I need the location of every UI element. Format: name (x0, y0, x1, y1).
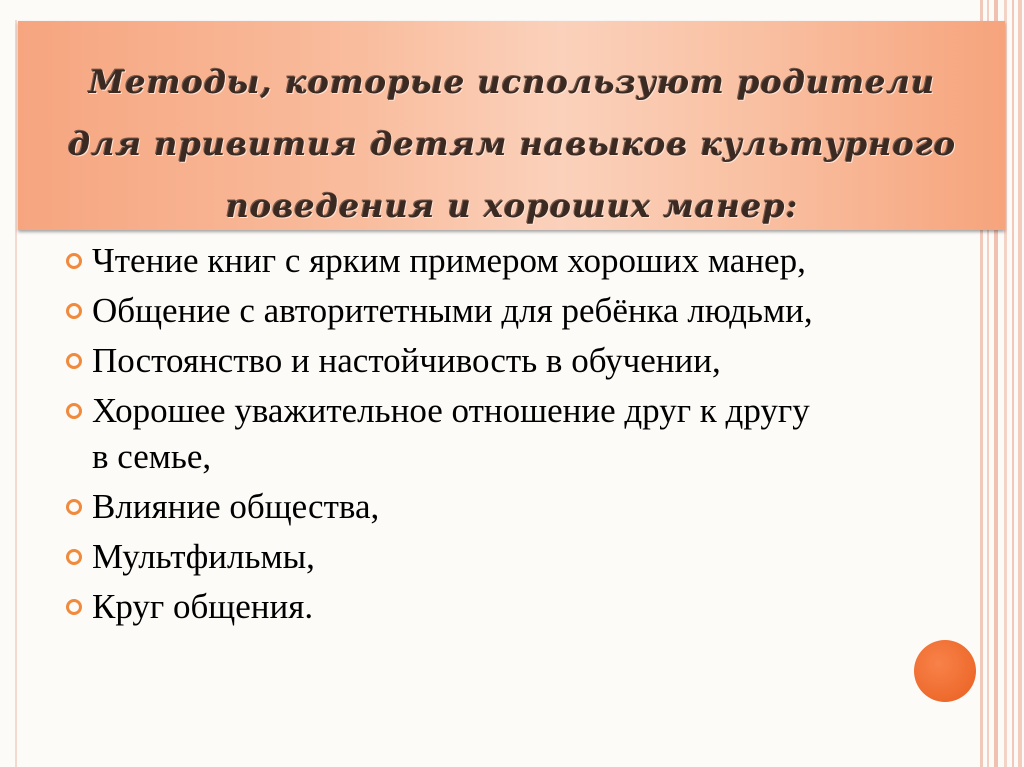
list-item (62, 484, 822, 530)
list-item (62, 338, 822, 384)
list-item (62, 584, 822, 630)
bullet-ring-icon (66, 599, 82, 615)
list-item (62, 534, 822, 580)
bullet-ring-icon (66, 353, 82, 369)
bullet-ring-icon (66, 403, 82, 419)
bullet-ring-icon (66, 549, 82, 565)
list-item-text: Чтение книг с ярким примером хороших манер, (92, 241, 806, 280)
decorative-stripe (1012, 0, 1014, 767)
list-item-text: Круг общения. (92, 587, 314, 626)
list-item (62, 238, 822, 284)
frame-left-line (15, 20, 17, 767)
list-item-text: Влияние общества, (92, 487, 380, 526)
bullet-ring-icon (66, 499, 82, 515)
bullet-list (62, 238, 822, 634)
list-item-text: Мультфильмы, (92, 537, 315, 576)
title-banner (18, 21, 1005, 230)
decorative-stripe (1018, 0, 1022, 767)
list-item-text: Постоянство и настойчивость в обучении, (92, 341, 721, 380)
list-item (62, 288, 822, 334)
list-item (62, 388, 822, 480)
bullet-ring-icon (66, 303, 82, 319)
decorative-circle (914, 640, 976, 702)
list-item-text: Общение с авторитетными для ребёнка людьми, (92, 291, 813, 330)
bullet-ring-icon (66, 253, 82, 269)
slide-title: Методы, которые используют родители для привития детям навыков культурного поведения и хороших манер: (67, 63, 957, 225)
list-item-text: Хорошее уважительное отношение друг к другу в семье, (92, 391, 810, 476)
